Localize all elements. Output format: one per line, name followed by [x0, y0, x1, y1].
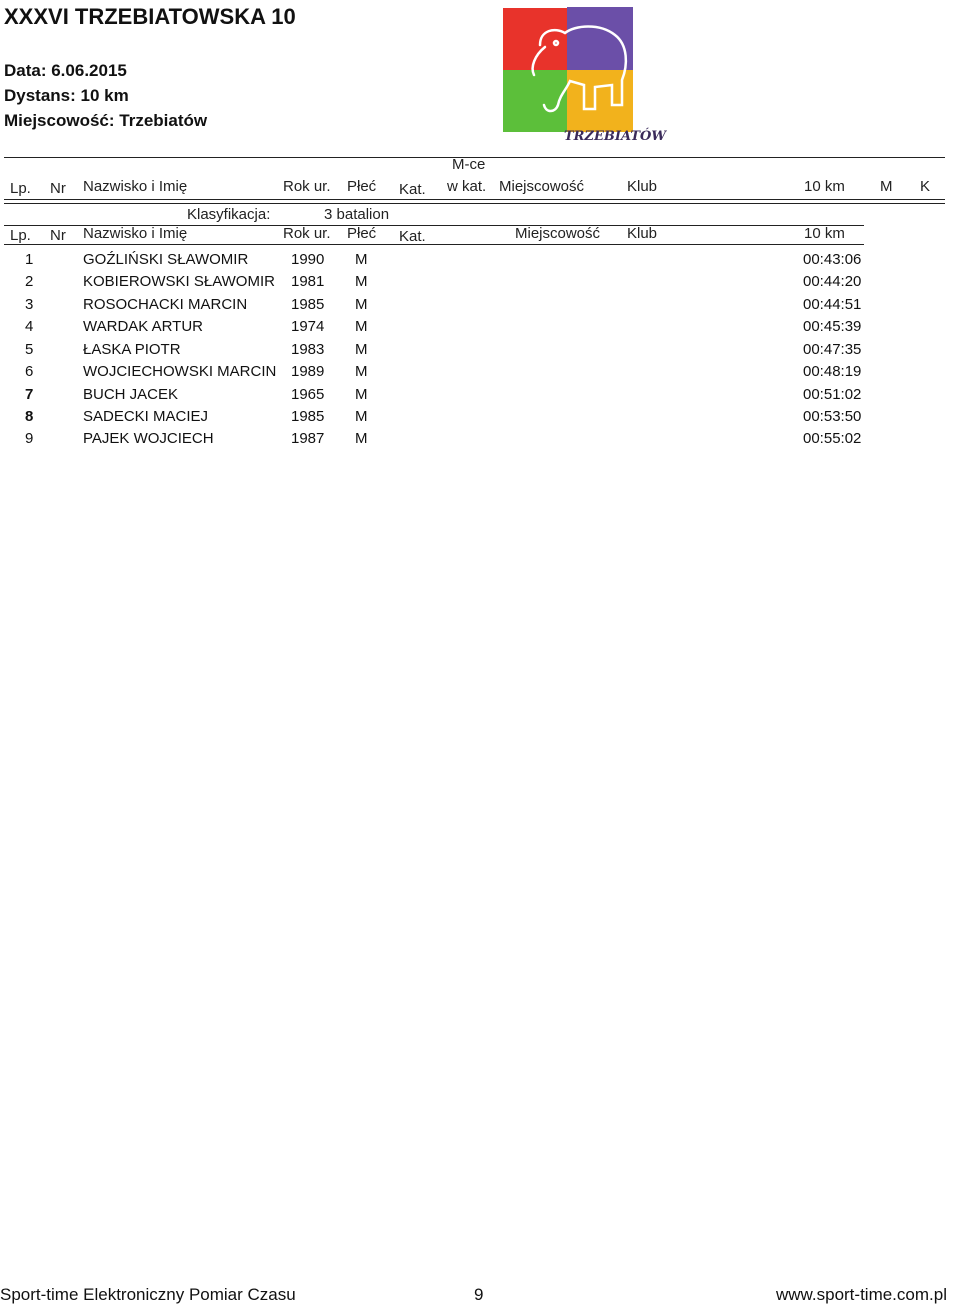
table-row: [0, 251, 960, 273]
row-year: 1983: [291, 341, 325, 358]
logo-green-square: [503, 70, 567, 132]
header-rule-bottom-2: [4, 203, 945, 204]
race-date: Data: 6.06.2015: [4, 61, 127, 80]
table-row: [0, 386, 960, 408]
sub-col-town: Miejscowość: [515, 225, 601, 242]
col-place-cat-top: M-ce: [452, 156, 486, 173]
race-distance: Dystans: 10 km: [4, 86, 129, 105]
col-town: Miejscowość: [499, 178, 585, 195]
row-time: 00:53:50: [803, 408, 862, 425]
footer-website-link[interactable]: www.sport-time.com.pl: [776, 1285, 947, 1304]
row-name: ROSOCHACKI MARCIN: [83, 296, 248, 313]
col-place-cat-bottom: w kat.: [447, 178, 487, 195]
row-name: WARDAK ARTUR: [83, 318, 204, 335]
sub-col-sex: Płeć: [347, 225, 377, 242]
row-name: PAJEK WOJCIECH: [83, 430, 214, 447]
row-name: WOJCIECHOWSKI MARCIN: [83, 363, 277, 380]
row-sex: M: [355, 430, 368, 447]
row-time: 00:44:20: [803, 273, 862, 290]
row-sex: M: [355, 296, 368, 313]
row-sex: M: [355, 318, 368, 335]
table-row: [0, 318, 960, 340]
trzebiatow-logo: [500, 5, 666, 150]
row-year: 1990: [291, 251, 325, 268]
row-year: 1985: [291, 296, 325, 313]
row-lp: 3: [25, 296, 34, 313]
footer-page-number: 9: [474, 1285, 484, 1304]
sub-col-cat: Kat.: [399, 228, 426, 245]
page-title: XXXVI TRZEBIATOWSKA 10: [4, 4, 296, 29]
row-sex: M: [355, 363, 368, 380]
col-sex: Płeć: [347, 178, 377, 195]
table-row: [0, 430, 960, 452]
sub-col-club: Klub: [627, 225, 658, 242]
col-year: Rok ur.: [283, 178, 331, 195]
row-time: 00:51:02: [803, 386, 862, 403]
row-sex: M: [355, 408, 368, 425]
logo-caption: TRZEBIATÓW: [564, 129, 666, 144]
table-row: [0, 341, 960, 363]
col-club: Klub: [627, 178, 658, 195]
row-time: 00:45:39: [803, 318, 862, 335]
col-k: K: [920, 178, 931, 195]
table-row: [0, 363, 960, 385]
sub-col-name: Nazwisko i Imię: [83, 225, 188, 242]
row-lp: 1: [25, 251, 34, 268]
row-lp: 2: [25, 273, 34, 290]
row-year: 1974: [291, 318, 325, 335]
col-m: M: [880, 178, 893, 195]
table-row: [0, 296, 960, 318]
sub-col-nr: Nr: [50, 227, 66, 244]
row-time: 00:55:02: [803, 430, 862, 447]
row-lp: 6: [25, 363, 34, 380]
race-place: Miejscowość: Trzebiatów: [4, 111, 208, 130]
row-year: 1989: [291, 363, 325, 380]
row-name: BUCH JACEK: [83, 386, 179, 403]
logo-purple-square: [567, 7, 633, 70]
row-time: 00:47:35: [803, 341, 862, 358]
sub-col-time: 10 km: [804, 225, 845, 242]
row-lp: 8: [25, 408, 34, 425]
row-name: GOŹLIŃSKI SŁAWOMIR: [83, 251, 249, 268]
sub-col-year: Rok ur.: [283, 225, 331, 242]
col-time: 10 km: [804, 178, 845, 195]
header-rule-bottom-1: [4, 199, 945, 200]
col-cat: Kat.: [399, 181, 426, 198]
row-year: 1985: [291, 408, 325, 425]
row-name: ŁASKA PIOTR: [83, 341, 181, 358]
classification-value: 3 batalion: [324, 206, 390, 223]
row-year: 1981: [291, 273, 325, 290]
row-name: KOBIEROWSKI SŁAWOMIR: [83, 273, 275, 290]
row-lp: 9: [25, 430, 34, 447]
footer-company: Sport-time Elektroniczny Pomiar Czasu: [0, 1285, 296, 1304]
row-sex: M: [355, 251, 368, 268]
row-lp: 7: [25, 386, 34, 403]
sub-col-lp: Lp.: [10, 227, 31, 244]
col-nr: Nr: [50, 180, 66, 197]
row-name: SADECKI MACIEJ: [83, 408, 209, 425]
row-sex: M: [355, 341, 368, 358]
row-lp: 5: [25, 341, 34, 358]
row-year: 1965: [291, 386, 325, 403]
classification-label: Klasyfikacja:: [187, 206, 271, 223]
subheader-rule-bottom: [4, 244, 864, 245]
col-lp: Lp.: [10, 180, 31, 197]
row-lp: 4: [25, 318, 34, 335]
row-time: 00:44:51: [803, 296, 862, 313]
row-time: 00:48:19: [803, 363, 862, 380]
col-name: Nazwisko i Imię: [83, 178, 188, 195]
row-sex: M: [355, 386, 368, 403]
table-row: [0, 408, 960, 430]
row-sex: M: [355, 273, 368, 290]
table-row: [0, 273, 960, 295]
row-year: 1987: [291, 430, 325, 447]
row-time: 00:43:06: [803, 251, 862, 268]
